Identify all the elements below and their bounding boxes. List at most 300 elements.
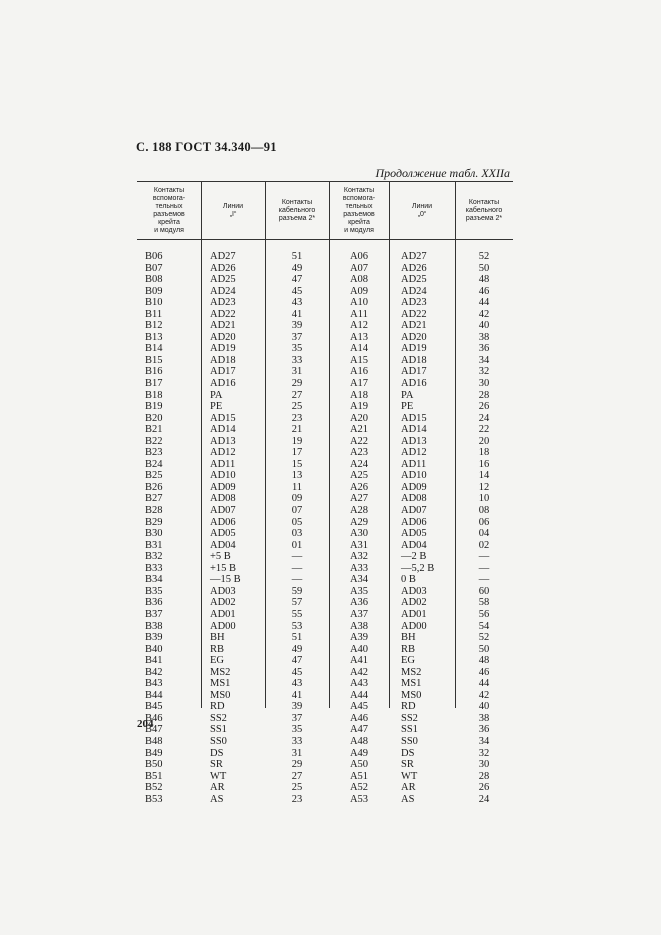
cell-cable-contact-1: — [291, 551, 303, 563]
cell-cable-contact-2: 52 [478, 632, 490, 644]
cell-cable-contact-1: 51 [291, 251, 303, 262]
cell-line-1: AD02 [210, 597, 236, 609]
cell-cable-contact-1: 37 [291, 712, 303, 724]
table-row [137, 274, 513, 286]
cell-aux-contact-b: B31 [145, 539, 163, 551]
cell-cable-contact-2: 58 [478, 597, 490, 609]
cell-aux-contact-a: A30 [349, 528, 369, 540]
table-continuation-caption: Продолжение табл. XXIIа [375, 166, 510, 180]
cell-line-0: AD02 [401, 597, 427, 609]
cell-line-0: AD22 [401, 308, 427, 320]
cell-line-1: AD16 [210, 378, 236, 390]
cell-aux-contact-b: B11 [145, 308, 163, 320]
table-row [137, 505, 513, 517]
cell-line-0: RD [401, 701, 416, 713]
cell-cable-contact-1: 45 [291, 285, 303, 297]
cell-aux-contact-b: B33 [145, 562, 163, 574]
cell-aux-contact-b: B25 [145, 470, 163, 482]
cell-line-0: MS2 [401, 666, 422, 678]
cell-line-1: WT [210, 770, 227, 782]
cell-cable-contact-1: 09 [291, 493, 303, 505]
cell-cable-contact-1: 31 [291, 366, 303, 378]
cell-cable-contact-2: 54 [478, 620, 490, 632]
cell-aux-contact-a: A34 [349, 574, 369, 586]
cell-aux-contact-b: B17 [145, 378, 163, 390]
table-row [137, 447, 513, 459]
cell-line-0: AD01 [401, 608, 427, 620]
cell-line-1: AD10 [210, 470, 236, 482]
cell-cable-contact-1: 29 [291, 759, 303, 771]
cell-line-1: AD17 [210, 366, 236, 378]
cell-cable-contact-2: 48 [478, 274, 490, 286]
cell-line-0: AD27 [401, 251, 427, 262]
cell-line-0: EG [401, 655, 415, 667]
cell-aux-contact-a: A27 [349, 493, 369, 505]
cell-cable-contact-1: 03 [291, 528, 303, 540]
cell-cable-contact-1: 33 [291, 354, 303, 366]
table-row [137, 309, 513, 321]
cell-aux-contact-b: B42 [145, 666, 163, 678]
cell-aux-contact-b: B22 [145, 435, 163, 447]
table-row [137, 390, 513, 402]
cell-line-1: AD26 [210, 262, 236, 274]
column-header-aux-contacts-1: Контакты вспомога- тельных разъемов крейта и модуля [152, 187, 186, 234]
cell-aux-contact-b: B50 [145, 759, 163, 771]
cell-line-1: AD04 [210, 539, 236, 551]
cell-line-0: AD25 [401, 274, 427, 286]
table-row [137, 782, 513, 794]
cell-line-0: AD19 [401, 343, 427, 355]
cell-aux-contact-a: A36 [349, 597, 369, 609]
table-row [137, 413, 513, 425]
cell-line-1: AD05 [210, 528, 236, 540]
cell-aux-contact-a: A51 [349, 770, 369, 782]
page-number: 204 [137, 718, 154, 730]
cell-line-0: AR [401, 782, 416, 794]
cell-aux-contact-a: A47 [349, 724, 369, 736]
table-row [137, 563, 513, 575]
cell-line-0: —2 В [401, 551, 427, 563]
cell-aux-contact-a: A53 [349, 793, 369, 805]
cell-line-1: AD22 [210, 308, 236, 320]
cell-cable-contact-1: 45 [291, 666, 303, 678]
cell-aux-contact-b: B28 [145, 505, 163, 517]
cell-aux-contact-a: A29 [349, 516, 369, 528]
cell-line-1: EG [210, 655, 224, 667]
cell-aux-contact-a: A45 [349, 701, 369, 713]
cell-cable-contact-1: — [291, 574, 303, 586]
cell-aux-contact-b: B49 [145, 747, 163, 759]
cell-aux-contact-a: A20 [349, 412, 369, 424]
table-row [137, 771, 513, 783]
table-row [137, 586, 513, 598]
cell-line-1: SS1 [210, 724, 227, 736]
cell-aux-contact-b: B18 [145, 389, 163, 401]
table-header-rule [137, 239, 513, 240]
cell-line-0: AD14 [401, 424, 427, 436]
cell-line-0: AD11 [401, 458, 427, 470]
cell-line-0: AD17 [401, 366, 427, 378]
cell-line-1: —15 В [210, 574, 241, 586]
cell-cable-contact-1: 49 [291, 643, 303, 655]
table-row [137, 320, 513, 332]
cell-aux-contact-b: B52 [145, 782, 163, 794]
cell-line-0: RB [401, 643, 416, 655]
table-row [137, 551, 513, 563]
cell-aux-contact-a: A11 [350, 308, 368, 320]
cell-cable-contact-2: 48 [478, 655, 490, 667]
cell-aux-contact-b: B53 [145, 793, 163, 805]
cell-line-1: AD12 [210, 447, 236, 459]
cell-line-0: AD16 [401, 378, 427, 390]
cell-cable-contact-1: 31 [291, 747, 303, 759]
table-row [137, 401, 513, 413]
cell-aux-contact-a: A09 [349, 285, 369, 297]
table-row [137, 424, 513, 436]
cell-aux-contact-b: B44 [145, 689, 163, 701]
cell-aux-contact-b: B14 [145, 343, 163, 355]
cell-cable-contact-1: 17 [291, 447, 303, 459]
cell-line-1: MS1 [210, 678, 231, 690]
cell-cable-contact-2: — [478, 562, 490, 574]
cell-cable-contact-1: 39 [291, 701, 303, 713]
cell-line-0: BH [401, 632, 416, 644]
table-row [137, 436, 513, 448]
cell-aux-contact-b: B20 [145, 412, 163, 424]
cell-aux-contact-a: A52 [349, 782, 369, 794]
cell-cable-contact-1: 05 [291, 516, 303, 528]
table-row [137, 528, 513, 540]
cell-cable-contact-2: 22 [478, 424, 490, 436]
cell-line-1: AD23 [210, 297, 236, 309]
table-row [137, 366, 513, 378]
table-row [137, 263, 513, 275]
cell-aux-contact-a: A14 [349, 343, 369, 355]
cell-cable-contact-2: 12 [478, 481, 490, 493]
cell-aux-contact-b: B43 [145, 678, 163, 690]
table-row [137, 355, 513, 367]
cell-line-0: AD20 [401, 331, 427, 343]
cell-line-1: BH [210, 632, 225, 644]
cell-cable-contact-2: 46 [478, 666, 490, 678]
cell-line-1: +5 В [210, 551, 231, 563]
cell-aux-contact-a: A08 [349, 274, 369, 286]
cell-aux-contact-b: B09 [145, 285, 163, 297]
table-row [137, 470, 513, 482]
cell-cable-contact-2: 30 [478, 378, 490, 390]
table-row [137, 678, 513, 690]
cell-cable-contact-1: 23 [291, 793, 303, 805]
cell-line-1: AD01 [210, 608, 236, 620]
cell-cable-contact-2: 28 [478, 770, 490, 782]
cell-cable-contact-1: 41 [291, 308, 303, 320]
cell-cable-contact-1: 47 [291, 655, 303, 667]
cell-aux-contact-a: A10 [349, 297, 369, 309]
cell-aux-contact-a: A37 [349, 608, 369, 620]
cell-line-1: AD25 [210, 274, 236, 286]
table-top-rule [137, 181, 513, 182]
cell-cable-contact-2: 26 [478, 782, 490, 794]
cell-aux-contact-b: B48 [145, 735, 163, 747]
cell-cable-contact-2: 28 [478, 389, 490, 401]
cell-cable-contact-2: 40 [478, 320, 490, 332]
cell-line-0: AD24 [401, 285, 427, 297]
cell-cable-contact-2: 40 [478, 701, 490, 713]
cell-line-0: PE [401, 401, 414, 413]
cell-line-0: AD07 [401, 505, 427, 517]
cell-cable-contact-1: 33 [291, 735, 303, 747]
cell-aux-contact-b: B10 [145, 297, 163, 309]
cell-line-0: AD03 [401, 585, 427, 597]
cell-line-1: AD07 [210, 505, 236, 517]
cell-cable-contact-1: 07 [291, 505, 303, 517]
cell-line-1: SS0 [210, 735, 227, 747]
cell-cable-contact-1: 43 [291, 678, 303, 690]
cell-line-0: AD08 [401, 493, 427, 505]
cell-line-0: AD21 [401, 320, 427, 332]
cell-aux-contact-b: B35 [145, 585, 163, 597]
cell-cable-contact-2: 34 [478, 735, 490, 747]
cell-cable-contact-1: 29 [291, 378, 303, 390]
cell-aux-contact-a: A28 [349, 505, 369, 517]
cell-cable-contact-2: 46 [478, 285, 490, 297]
cell-aux-contact-b: B26 [145, 481, 163, 493]
cell-cable-contact-2: 14 [478, 470, 490, 482]
cell-line-0: MS0 [401, 689, 422, 701]
cell-cable-contact-1: 15 [291, 458, 303, 470]
cell-aux-contact-a: A07 [349, 262, 369, 274]
cell-line-1: MS2 [210, 666, 231, 678]
cell-line-0: SS2 [401, 712, 418, 724]
cell-aux-contact-b: B37 [145, 608, 163, 620]
cell-aux-contact-a: A40 [349, 643, 369, 655]
table-row [137, 251, 513, 263]
cell-line-0: 0 В [401, 574, 416, 586]
cell-line-0: AD10 [401, 470, 427, 482]
column-header-cable-contacts-2: Контакты кабельного разъема 2* [465, 199, 503, 222]
cell-aux-contact-b: B19 [145, 401, 163, 413]
cell-line-1: AD06 [210, 516, 236, 528]
table-row [137, 597, 513, 609]
table-row [137, 621, 513, 633]
table-row [137, 459, 513, 471]
cell-cable-contact-1: 43 [291, 297, 303, 309]
cell-line-1: AD09 [210, 481, 236, 493]
cell-cable-contact-2: 42 [478, 689, 490, 701]
cell-line-1: AD24 [210, 285, 236, 297]
cell-cable-contact-2: 20 [478, 435, 490, 447]
cell-cable-contact-2: 36 [478, 724, 490, 736]
cell-line-1: AD19 [210, 343, 236, 355]
column-header-lines-1: Линии „I“ [222, 203, 244, 218]
table-row [137, 736, 513, 748]
cell-cable-contact-2: 38 [478, 712, 490, 724]
cell-aux-contact-b: B32 [145, 551, 163, 563]
cell-aux-contact-a: A13 [349, 331, 369, 343]
table-row [137, 343, 513, 355]
cell-cable-contact-2: 10 [478, 493, 490, 505]
cell-aux-contact-b: B36 [145, 597, 163, 609]
cell-cable-contact-1: 23 [291, 412, 303, 424]
cell-aux-contact-a: A43 [349, 678, 369, 690]
cell-aux-contact-a: A42 [349, 666, 369, 678]
cell-aux-contact-a: A18 [349, 389, 369, 401]
cell-line-1: AD03 [210, 585, 236, 597]
cell-cable-contact-2: 60 [478, 585, 490, 597]
cell-cable-contact-1: 35 [291, 343, 303, 355]
cell-line-0: AD23 [401, 297, 427, 309]
cell-line-0: SS1 [401, 724, 418, 736]
cell-aux-contact-a: A50 [349, 759, 369, 771]
cell-cable-contact-2: 32 [478, 366, 490, 378]
table-row [137, 632, 513, 644]
cell-cable-contact-1: 41 [291, 689, 303, 701]
cell-cable-contact-1: 27 [291, 389, 303, 401]
column-header-aux-contacts-2: Контакты вспомога- тельных разъемов крейта и модуля [342, 187, 376, 234]
cell-aux-contact-a: A22 [349, 435, 369, 447]
table-row [137, 655, 513, 667]
cell-aux-contact-b: B34 [145, 574, 163, 586]
cell-aux-contact-a: A21 [349, 424, 369, 436]
cell-line-1: AD08 [210, 493, 236, 505]
cell-aux-contact-a: A35 [349, 585, 369, 597]
table-row [137, 794, 513, 806]
table-row [137, 574, 513, 586]
cell-cable-contact-2: 34 [478, 354, 490, 366]
table-row [137, 644, 513, 656]
cell-line-1: RB [210, 643, 225, 655]
cell-cable-contact-2: 30 [478, 759, 490, 771]
cell-cable-contact-2: 24 [478, 793, 490, 805]
cell-line-0: SR [401, 759, 414, 771]
cell-line-0: PA [401, 389, 414, 401]
cell-cable-contact-2: 50 [478, 643, 490, 655]
cell-cable-contact-1: 19 [291, 435, 303, 447]
cell-cable-contact-2: 56 [478, 608, 490, 620]
table-row [137, 378, 513, 390]
cell-cable-contact-2: — [478, 574, 490, 586]
cell-cable-contact-2: 06 [478, 516, 490, 528]
cell-cable-contact-2: 32 [478, 747, 490, 759]
cell-line-0: AD06 [401, 516, 427, 528]
cell-aux-contact-a: A25 [349, 470, 369, 482]
cell-line-1: RD [210, 701, 225, 713]
table-row [137, 540, 513, 552]
cell-line-1: AD20 [210, 331, 236, 343]
cell-aux-contact-b: B46 [145, 712, 163, 724]
cell-line-0: DS [401, 747, 415, 759]
cell-cable-contact-1: — [291, 562, 303, 574]
cell-line-1: AD00 [210, 620, 236, 632]
cell-aux-contact-b: B07 [145, 262, 163, 274]
cell-line-0: AD05 [401, 528, 427, 540]
cell-aux-contact-b: B41 [145, 655, 163, 667]
table-row [137, 517, 513, 529]
cell-aux-contact-b: B39 [145, 632, 163, 644]
cell-aux-contact-b: B16 [145, 366, 163, 378]
cell-cable-contact-1: 49 [291, 262, 303, 274]
table-row [137, 332, 513, 344]
cell-aux-contact-a: A49 [349, 747, 369, 759]
cell-aux-contact-a: A16 [349, 366, 369, 378]
cell-line-0: SS0 [401, 735, 418, 747]
cell-aux-contact-a: A46 [349, 712, 369, 724]
table-row [137, 713, 513, 725]
table-row [137, 297, 513, 309]
cell-cable-contact-1: 59 [291, 585, 303, 597]
table-row [137, 667, 513, 679]
cell-cable-contact-2: 16 [478, 458, 490, 470]
cell-line-1: +15 В [210, 562, 237, 574]
cell-line-1: PA [210, 389, 223, 401]
cell-aux-contact-a: A12 [349, 320, 369, 332]
cell-aux-contact-b: B30 [145, 528, 163, 540]
cell-aux-contact-b: B12 [145, 320, 163, 332]
table-row [137, 701, 513, 713]
cell-aux-contact-a: A44 [349, 689, 369, 701]
cell-cable-contact-1: 11 [291, 481, 303, 493]
cell-aux-contact-a: A39 [349, 632, 369, 644]
cell-cable-contact-2: — [478, 551, 490, 563]
cell-aux-contact-b: B08 [145, 274, 163, 286]
cell-cable-contact-2: 52 [478, 251, 490, 262]
cell-line-0: —5,2 В [401, 562, 435, 574]
table-row [137, 724, 513, 736]
cell-cable-contact-1: 21 [291, 424, 303, 436]
cell-line-1: AD11 [210, 458, 236, 470]
cell-cable-contact-1: 25 [291, 401, 303, 413]
cell-cable-contact-2: 44 [478, 678, 490, 690]
column-header-cable-contacts-1: Контакты кабельного разъема 2* [278, 199, 316, 222]
cell-line-1: DS [210, 747, 224, 759]
cell-line-0: AD18 [401, 354, 427, 366]
cell-cable-contact-2: 44 [478, 297, 490, 309]
cell-line-0: WT [401, 770, 418, 782]
cell-aux-contact-a: A31 [349, 539, 369, 551]
cell-line-0: AD04 [401, 539, 427, 551]
cell-cable-contact-2: 18 [478, 447, 490, 459]
cell-cable-contact-1: 57 [291, 597, 303, 609]
cell-aux-contact-a: A24 [349, 458, 369, 470]
table-row [137, 482, 513, 494]
cell-cable-contact-2: 42 [478, 308, 490, 320]
cell-aux-contact-b: B27 [145, 493, 163, 505]
table-row [137, 748, 513, 760]
cell-aux-contact-a: A06 [349, 251, 369, 262]
table-row [137, 493, 513, 505]
cell-aux-contact-b: B29 [145, 516, 163, 528]
cell-cable-contact-1: 25 [291, 782, 303, 794]
cell-line-1: AD15 [210, 412, 236, 424]
cell-cable-contact-2: 24 [478, 412, 490, 424]
cell-cable-contact-2: 36 [478, 343, 490, 355]
page-header-reference: С. 188 ГОСТ 34.340—91 [136, 140, 277, 154]
cell-line-1: AS [210, 793, 224, 805]
cell-line-1: AD13 [210, 435, 236, 447]
table-body [137, 251, 513, 805]
cell-aux-contact-b: B15 [145, 354, 163, 366]
table-row [137, 286, 513, 298]
cell-line-1: AD18 [210, 354, 236, 366]
cell-aux-contact-a: A32 [349, 551, 369, 563]
cell-line-0: AD26 [401, 262, 427, 274]
cell-aux-contact-b: B45 [145, 701, 163, 713]
table-row [137, 759, 513, 771]
cell-cable-contact-2: 50 [478, 262, 490, 274]
cell-aux-contact-b: B23 [145, 447, 163, 459]
cell-aux-contact-b: B13 [145, 331, 163, 343]
cell-line-0: AD09 [401, 481, 427, 493]
